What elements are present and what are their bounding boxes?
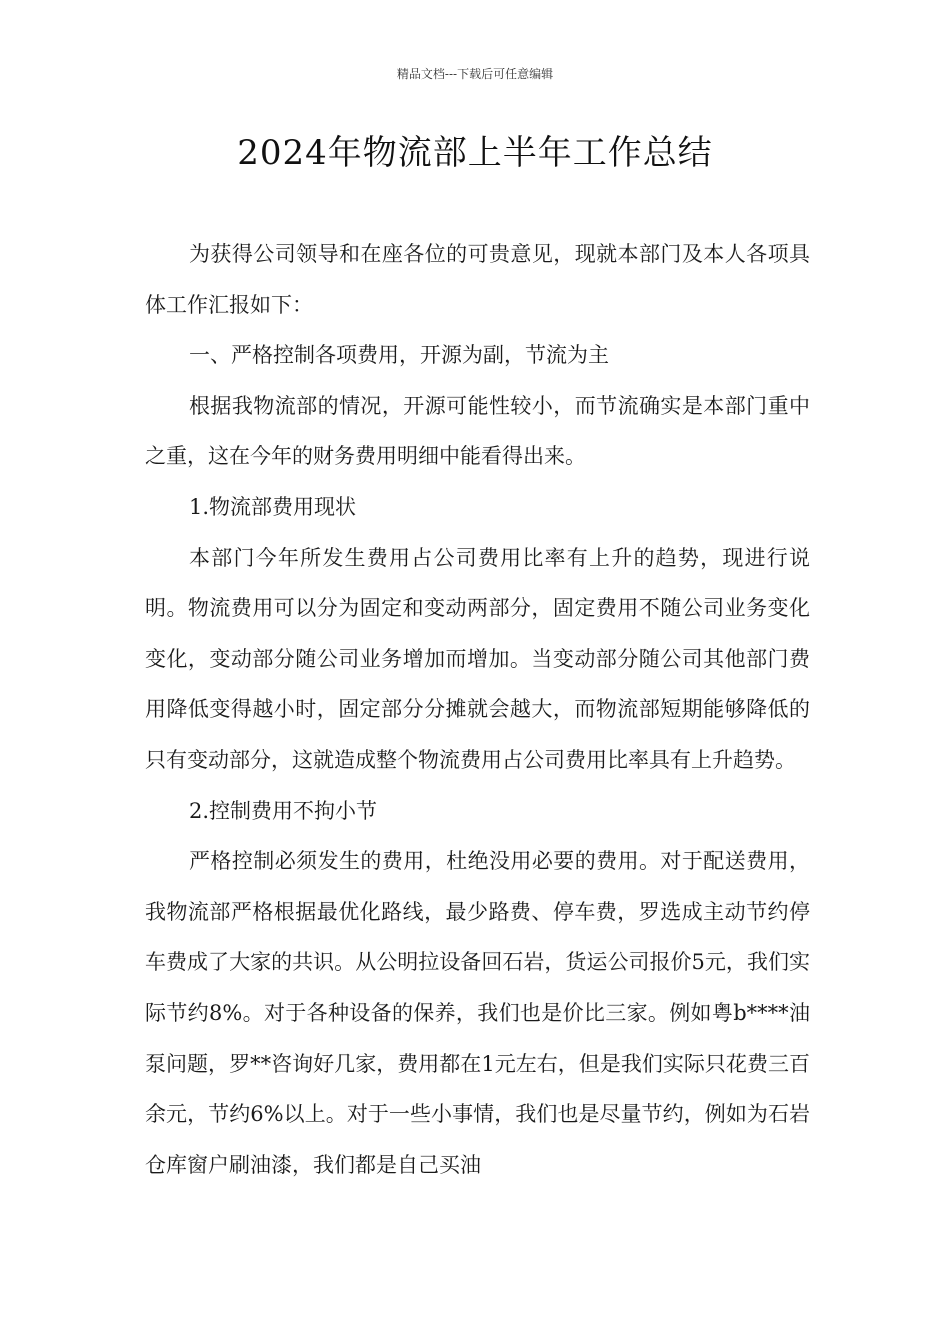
section-heading-1: 一、严格控制各项费用，开源为副，节流为主 — [189, 343, 609, 368]
paragraph-intro: 为获得公司领导和在座各位的可贵意见，现就本部门及本人各项具体工作汇报如下： — [145, 242, 810, 317]
paragraph-section-1: 根据我物流部的情况，开源可能性较小，而节流确实是本部门重中之重，这在今年的财务费用明细中能看得出来。 — [145, 393, 810, 469]
subheading-2: 2.控制费用不拘小节 — [189, 798, 378, 823]
document-body — [145, 229, 810, 1190]
paragraph-cost-control: 严格控制必须发生的费用，杜绝没用必要的费用。对于配送费用，我物流部严格根据最优化路线，最少路费、停车费，罗选成主动节约停车费成了大家的共识。从公明拉设备回石岩，货运公司报价5元，我们实际节约8%。对于各种设备的保养，我们也是价比三家。例如粤b****油泵问题，罗**咨询好几家，费用都在1元左右，但是我们实际只花费三百余元，节约6%以上。对于一些小事情，我们也是尽量节约，例如为石岩仓库窗户刷油漆，我们都是自己买油 — [145, 849, 810, 1177]
document-title: 2024年物流部上半年工作总结 — [237, 133, 713, 173]
subheading-1: 1.物流部费用现状 — [189, 494, 357, 519]
paragraph-cost-status: 本部门今年所发生费用占公司费用比率有上升的趋势，现进行说明。物流费用可以分为固定和变动两部分，固定费用不随公司业务变化变化，变动部分随公司业务增加而增加。当变动部分随公司其他部门费用降低变得越小时，固定部分分摊就会越大，而物流部短期能够降低的只有变动部分，这就造成整个物流费用占公司费用比率具有上升趋势。 — [145, 545, 810, 772]
header-note: 精品文档---下载后可任意编辑 — [396, 67, 554, 81]
